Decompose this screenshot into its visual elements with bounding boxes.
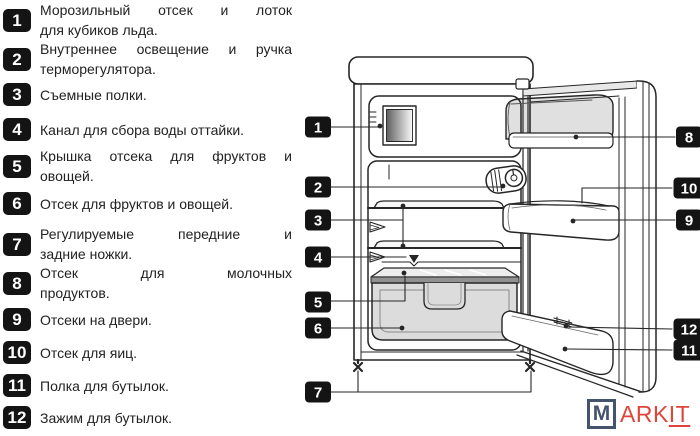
legend-line: для кубиков льда. [40, 22, 158, 38]
legend-line: терморегулятора. [40, 61, 156, 77]
svg-text:5: 5 [313, 294, 323, 312]
legend-line: продуктов. [40, 285, 110, 301]
legend-line: Отсеки на двери. [40, 311, 152, 328]
bottle-shelf [502, 311, 613, 374]
diagram-badge-8 [676, 127, 700, 148]
svg-text:2: 2 [313, 179, 323, 197]
crisper-drawer [372, 283, 517, 340]
svg-text:7: 7 [313, 384, 323, 402]
legend-badge-3: 3 [3, 83, 31, 106]
svg-text:1: 1 [313, 119, 323, 137]
legend-line: задние ножки. [40, 246, 133, 262]
legend-line: Регулируемые передние и [40, 226, 292, 242]
logo-wordmark [620, 401, 690, 428]
legend-badge-4: 4 [3, 118, 31, 141]
legend-badge-12: 12 [3, 406, 31, 429]
svg-text:4: 4 [313, 249, 323, 267]
diagram-badge-12 [674, 319, 700, 340]
diagram-badge-11 [674, 340, 700, 361]
svg-text:9: 9 [684, 212, 694, 230]
logo-it-underlined: IT [668, 400, 691, 427]
legend-badge-2: 2 [3, 48, 31, 71]
logo-ark: ARK [620, 400, 669, 427]
legend-line: Отсек для молочных [40, 265, 292, 281]
dairy-compartment [506, 95, 613, 148]
diagram-badge-7 [305, 382, 331, 403]
logo-m-box: M [587, 399, 616, 429]
svg-text:10: 10 [680, 180, 698, 198]
legend-line: овощей. [40, 168, 94, 184]
legend-badge-7: 7 [3, 233, 31, 256]
legend-line: Полка для бутылок. [40, 377, 169, 394]
ice-tray [387, 110, 413, 142]
svg-text:3: 3 [313, 212, 323, 230]
diagram-badge-1 [305, 117, 331, 138]
svg-text:12: 12 [680, 321, 698, 339]
diagram-badge-10 [674, 178, 700, 199]
adjustable-feet [354, 360, 534, 371]
diagram-badge-5 [305, 292, 331, 313]
legend-badge-9: 9 [3, 308, 31, 331]
pointer-10 [582, 188, 672, 203]
legend-badge-6: 6 [3, 192, 31, 215]
legend-badge-8: 8 [3, 272, 31, 295]
diagram-badge-4 [305, 247, 331, 268]
svg-text:11: 11 [681, 342, 697, 360]
pointer-7 [331, 371, 531, 392]
markit-logo [587, 399, 690, 429]
legend-line: Канал для сбора воды оттайки. [40, 121, 245, 138]
legend-line: Отсек для яиц. [40, 344, 138, 361]
diagram-badge-2 [305, 177, 331, 198]
legend-line: Морозильный отсек и лоток [40, 2, 292, 18]
legend-line: Внутреннее освещение и ручка [40, 41, 292, 57]
legend-badge-5: 5 [3, 155, 31, 178]
legend-badge-1: 1 [3, 9, 31, 32]
diagram-badge-9 [676, 210, 700, 231]
svg-text:6: 6 [313, 320, 323, 338]
diagram-badge-3 [305, 210, 331, 231]
legend-line: Крышка отсека для фруктов и [40, 148, 292, 164]
freezer-compartment [369, 96, 521, 157]
crisper-cover [371, 268, 519, 283]
legend-badge-10: 10 [3, 341, 31, 364]
diagram-badge-6 [305, 318, 331, 339]
legend-badge-11: 11 [3, 374, 31, 397]
legend-line: Зажим для бутылок. [40, 409, 173, 426]
legend-line: Отсек для фруктов и овощей. [40, 195, 233, 212]
door-hinge [516, 79, 529, 89]
svg-text:8: 8 [684, 129, 694, 147]
legend-line: Съемные полки. [40, 86, 147, 103]
